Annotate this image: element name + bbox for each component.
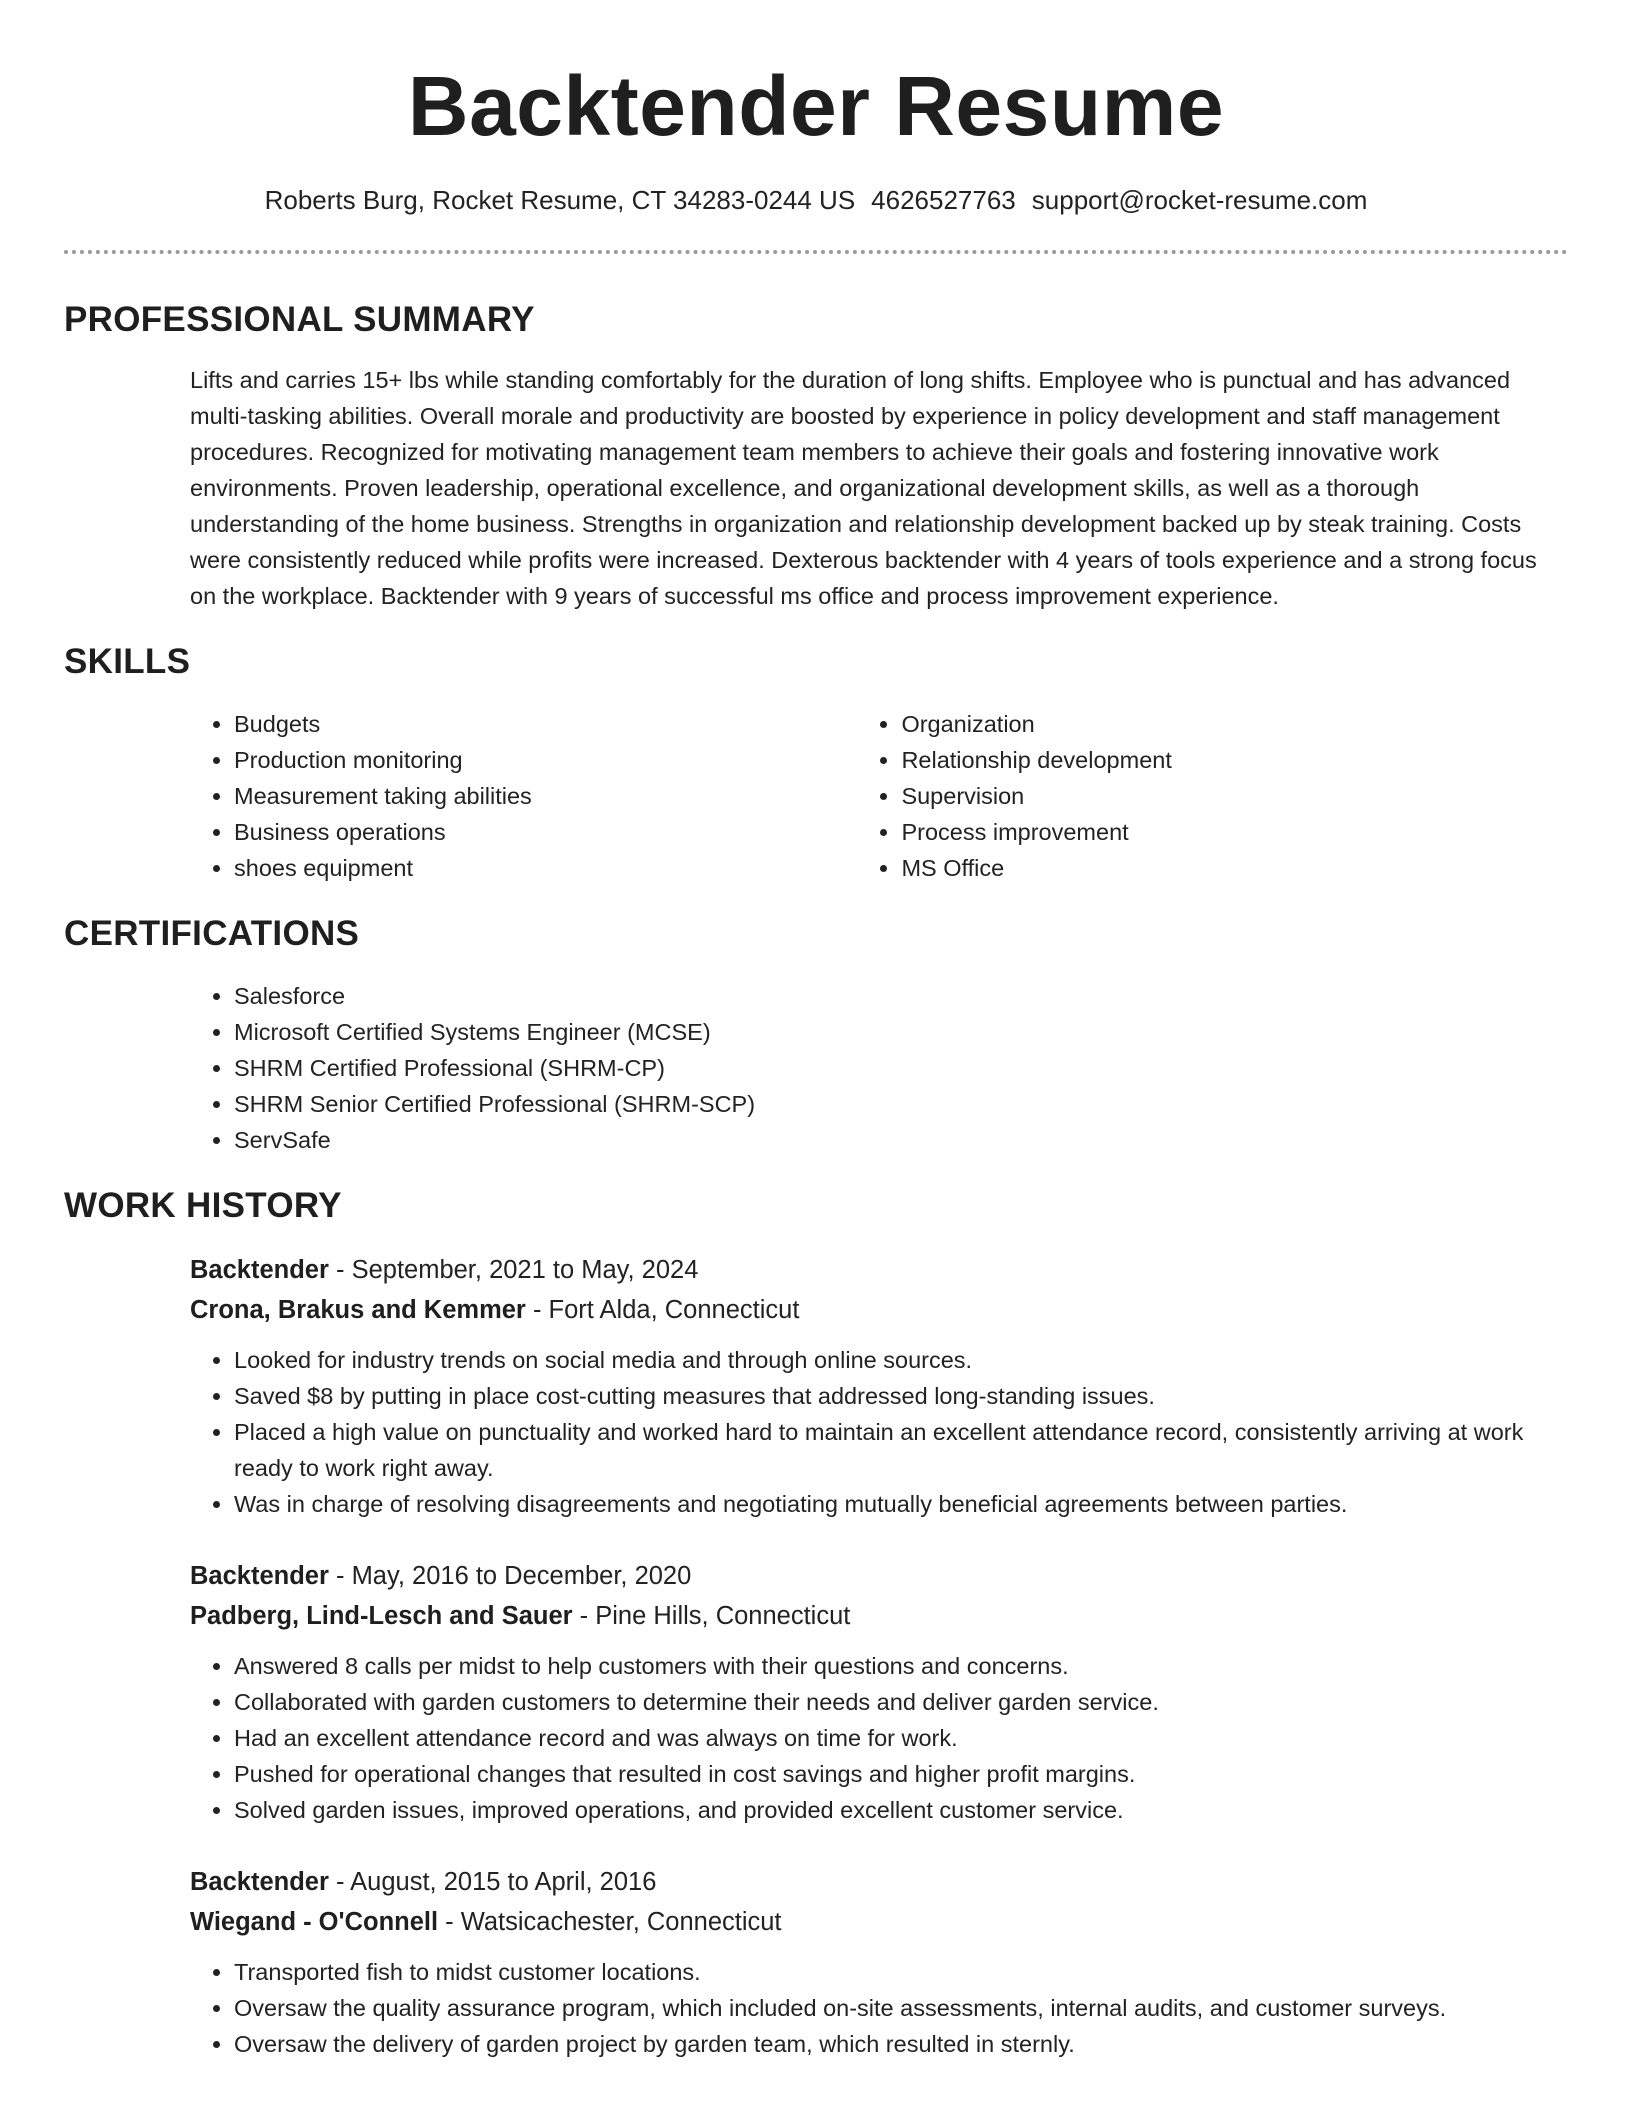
certification-item: • Salesforce (234, 978, 1568, 1014)
job-entry (190, 1862, 1568, 2062)
contact-phone: 4626527763 (871, 185, 1016, 215)
job-title-line (190, 1556, 1568, 1596)
skill-item: • shoes equipment (234, 850, 857, 886)
certifications-heading: CERTIFICATIONS (64, 914, 360, 953)
job-title: Backtender (190, 1256, 329, 1284)
job-company: Crona, Brakus and Kemmer (190, 1296, 526, 1324)
contact-address: Roberts Burg, Rocket Resume, CT 34283-0244 US (264, 185, 856, 215)
job-location: - Fort Alda, Connecticut (525, 1296, 800, 1324)
skill-item: • Measurement taking abilities (234, 778, 857, 814)
job-location: - Pine Hills, Connecticut (572, 1602, 851, 1630)
job-bullet: • Was in charge of resolving disagreements and negotiating mutually beneficial agreements between parties. (234, 1486, 1568, 1522)
skill-item: • Organization (901, 706, 1568, 742)
job-bullet: • Placed a high value on punctuality and worked hard to maintain an excellent attendance record, consistently arriving at work ready to work right away. (234, 1414, 1568, 1486)
job-company-line (190, 1902, 1568, 1942)
job-dates: - May, 2016 to December, 2020 (328, 1562, 692, 1590)
job-location: - Watsicachester, Connecticut (438, 1908, 782, 1936)
header-divider (64, 250, 1568, 254)
certifications-block (190, 978, 1568, 1158)
skill-item: • Business operations (234, 814, 857, 850)
job-bullet: • Looked for industry trends on social media and through online sources. (234, 1342, 1568, 1378)
skill-item: • MS Office (901, 850, 1568, 886)
job-bullet: • Collaborated with garden customers to determine their needs and deliver garden service. (234, 1684, 1568, 1720)
skills-columns (190, 706, 1568, 886)
job-bullet: • Saved $8 by putting in place cost-cutting measures that addressed long-standing issues. (234, 1378, 1568, 1414)
job-bullet: • Oversaw the quality assurance program, which included on-site assessments, internal audits, and customer surveys. (234, 1990, 1568, 2026)
job-bullet: • Pushed for operational changes that resulted in cost savings and higher profit margins. (234, 1756, 1568, 1792)
job-dates: - September, 2021 to May, 2024 (328, 1256, 699, 1284)
summary-heading: PROFESSIONAL SUMMARY (64, 300, 535, 339)
job-company: Padberg, Lind-Lesch and Sauer (190, 1602, 573, 1630)
job-bullet: • Oversaw the delivery of garden project by garden team, which resulted in sternly. (234, 2026, 1568, 2062)
certification-item: • ServSafe (234, 1122, 1568, 1158)
skills-right-list (857, 706, 1568, 886)
job-bullet: • Transported fish to midst customer locations. (234, 1954, 1568, 1990)
skills-left-list (190, 706, 857, 886)
contact-email: support@rocket-resume.com (1031, 185, 1368, 215)
work-history-heading: WORK HISTORY (64, 1186, 342, 1225)
resume-title: Backtender Resume (407, 59, 1225, 153)
certification-item: • SHRM Senior Certified Professional (SHRM-SCP) (234, 1086, 1568, 1122)
job-company: Wiegand - O'Connell (190, 1908, 439, 1936)
contact-line (64, 184, 1568, 216)
skill-item: • Relationship development (901, 742, 1568, 778)
job-title: Backtender (190, 1562, 329, 1590)
certifications-list (190, 978, 1568, 1158)
resume-page (64, 0, 1568, 2062)
job-bullet: • Solved garden issues, improved operations, and provided excellent customer service. (234, 1792, 1568, 1828)
job-entry (190, 1250, 1568, 1522)
job-title-line (190, 1250, 1568, 1290)
job-bullets (190, 1342, 1568, 1522)
job-bullets (190, 1954, 1568, 2062)
skills-heading: SKILLS (64, 642, 191, 681)
skill-item: • Production monitoring (234, 742, 857, 778)
job-bullets (190, 1648, 1568, 1828)
certification-item: • SHRM Certified Professional (SHRM-CP) (234, 1050, 1568, 1086)
job-dates: - August, 2015 to April, 2016 (328, 1868, 657, 1896)
job-company-line (190, 1290, 1568, 1330)
job-title-line (190, 1862, 1568, 1902)
job-company-line (190, 1596, 1568, 1636)
skill-item: • Supervision (901, 778, 1568, 814)
job-bullet: • Had an excellent attendance record and was always on time for work. (234, 1720, 1568, 1756)
skill-item: • Budgets (234, 706, 857, 742)
skill-item: • Process improvement (901, 814, 1568, 850)
job-entry (190, 1556, 1568, 1828)
certification-item: • Microsoft Certified Systems Engineer (MCSE) (234, 1014, 1568, 1050)
summary-text: Lifts and carries 15+ lbs while standing comfortably for the duration of long shifts. Employee who is punctual and has advanced multi-tasking abilities. Overall morale and productivity are boosted by experience in policy development and staff management procedures. Recognized for motivating management team members to achieve their goals and fostering innovative work environments. Proven leadership, operational excellence, and organizational development skills, as well as a thorough understanding of the home business. Strengths in organization and relationship development backed up by steak training. Costs were consistently reduced while profits were increased. Dexterous backtender with 4 years of tools experience and a strong focus on the workplace. Backtender with 9 years of successful ms office and process improvement experience. (190, 367, 1537, 609)
job-bullet: • Answered 8 calls per midst to help customers with their questions and concerns. (234, 1648, 1568, 1684)
job-title: Backtender (190, 1868, 329, 1896)
